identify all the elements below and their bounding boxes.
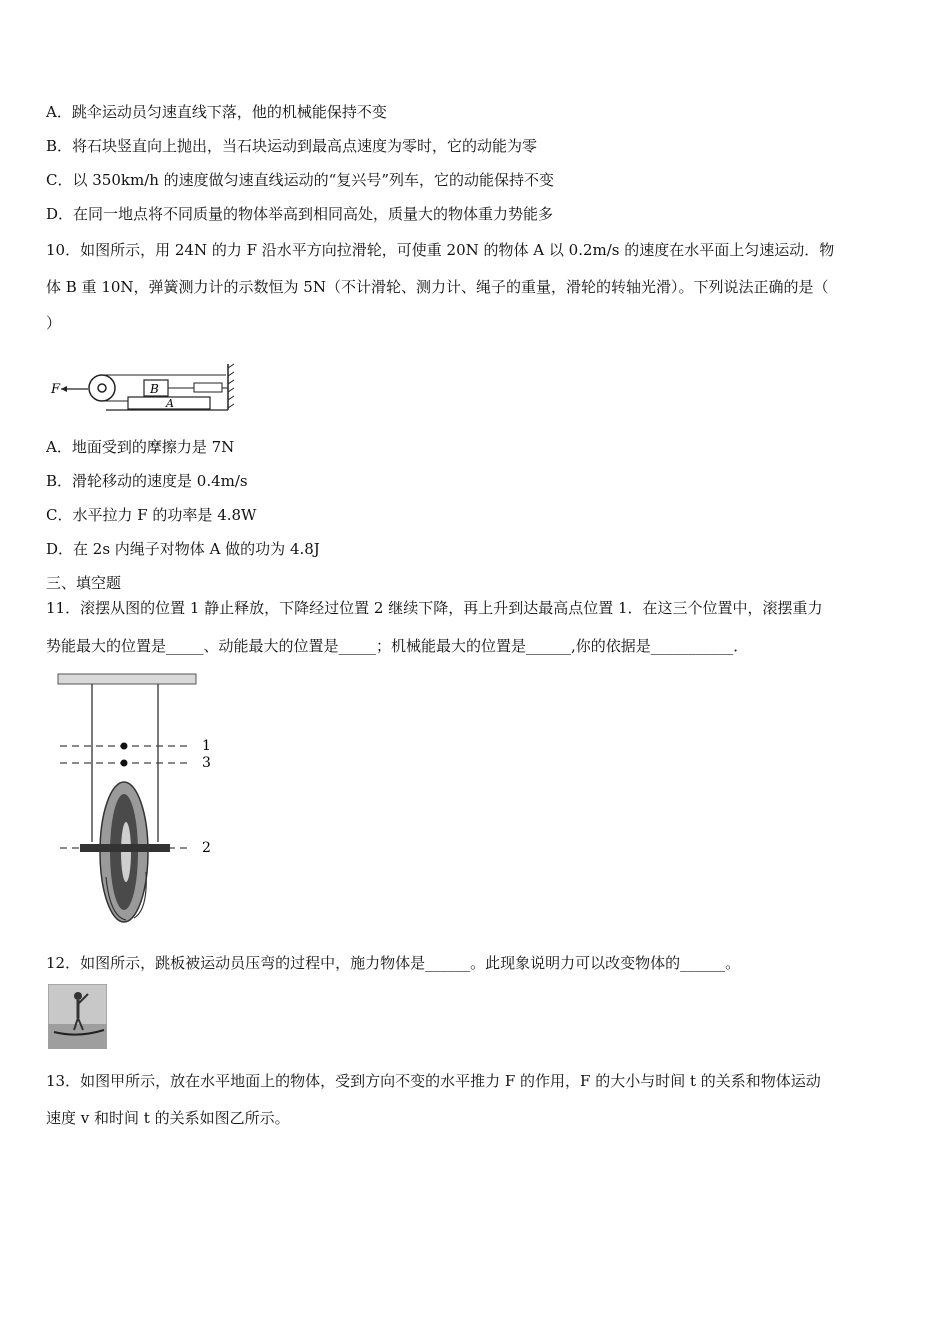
force-arrowhead: [61, 386, 67, 392]
wall-hatch: [228, 396, 234, 400]
spring-scale: [194, 383, 222, 392]
q12-stem: 12．如图所示，跳板被运动员压弯的过程中，施力物体是______。此现象说明力可以改变物体的______。: [46, 954, 741, 972]
label-1: 1: [202, 738, 211, 754]
q9-option-b: B．将石块竖直向上抛出，当石块运动到最高点速度为零时，它的动能为零: [46, 137, 538, 155]
q10-option-d: D．在 2s 内绳子对物体 A 做的功为 4.8J: [46, 540, 320, 558]
wall-hatch: [228, 364, 234, 368]
wall-hatch: [228, 404, 234, 408]
pulley-axle: [98, 384, 106, 392]
section-title: 三、填空题: [46, 574, 122, 592]
label-3: 3: [202, 755, 211, 771]
wall-hatch: [228, 380, 234, 384]
maxwell-wheel-figure: [50, 672, 230, 928]
support-bar: [58, 674, 196, 684]
pulley-figure: [46, 360, 236, 415]
q9-option-d: D．在同一地点将不同质量的物体举高到相同高处，质量大的物体重力势能多: [46, 205, 554, 223]
q10-stem-line2: 体 B 重 10N，弹簧测力计的示数恒为 5N（不计滑轮、测力计、绳子的重量，滑轮的转轴光滑）。下列说法正确的是（: [46, 278, 829, 296]
label-A: A: [166, 397, 174, 410]
q10-option-c: C．水平拉力 F 的功率是 4.8W: [46, 506, 257, 524]
diver-head: [74, 992, 82, 1000]
q10-stem-line3: ）: [46, 314, 62, 332]
label-B: B: [150, 382, 159, 396]
q9-option-a: A．跳伞运动员匀速直线下落，他的机械能保持不变: [46, 103, 387, 121]
photo-water: [48, 1024, 107, 1049]
diver-photo: [48, 984, 107, 1049]
q13-stem-line1: 13．如图甲所示，放在水平地面上的物体，受到方向不变的水平推力 F 的作用，F 的大小与时间 t 的关系和物体运动: [46, 1072, 821, 1090]
level-1-dot: [121, 743, 128, 750]
q11-stem-line2: 势能最大的位置是_____、动能最大的位置是_____；机械能最大的位置是______,你的依据是___________．: [46, 637, 749, 655]
wheel-axle: [80, 844, 170, 852]
q10-option-b: B．滑轮移动的速度是 0.4m/s: [46, 472, 248, 490]
level-3-dot: [121, 760, 128, 767]
q10-stem-line1: 10．如图所示，用 24N 的力 F 沿水平方向拉滑轮，可使重 20N 的物体 A 以 0.2m/s 的速度在水平面上匀速运动．物: [46, 241, 835, 259]
q11-stem-line1: 11．滚摆从图的位置 1 静止释放，下降经过位置 2 继续下降，再上升到达最高点位置 1．在这三个位置中，滚摆重力: [46, 599, 823, 617]
wall-hatch: [228, 372, 234, 376]
q13-stem-line2: 速度 v 和时间 t 的关系如图乙所示。: [46, 1109, 290, 1127]
label-F: F: [51, 382, 61, 397]
label-2: 2: [202, 840, 211, 856]
q9-option-c: C．以 350km/h 的速度做匀速直线运动的“复兴号”列车，它的动能保持不变: [46, 171, 555, 189]
q10-option-a: A．地面受到的摩擦力是 7N: [46, 438, 235, 456]
wall-hatch: [228, 388, 234, 392]
